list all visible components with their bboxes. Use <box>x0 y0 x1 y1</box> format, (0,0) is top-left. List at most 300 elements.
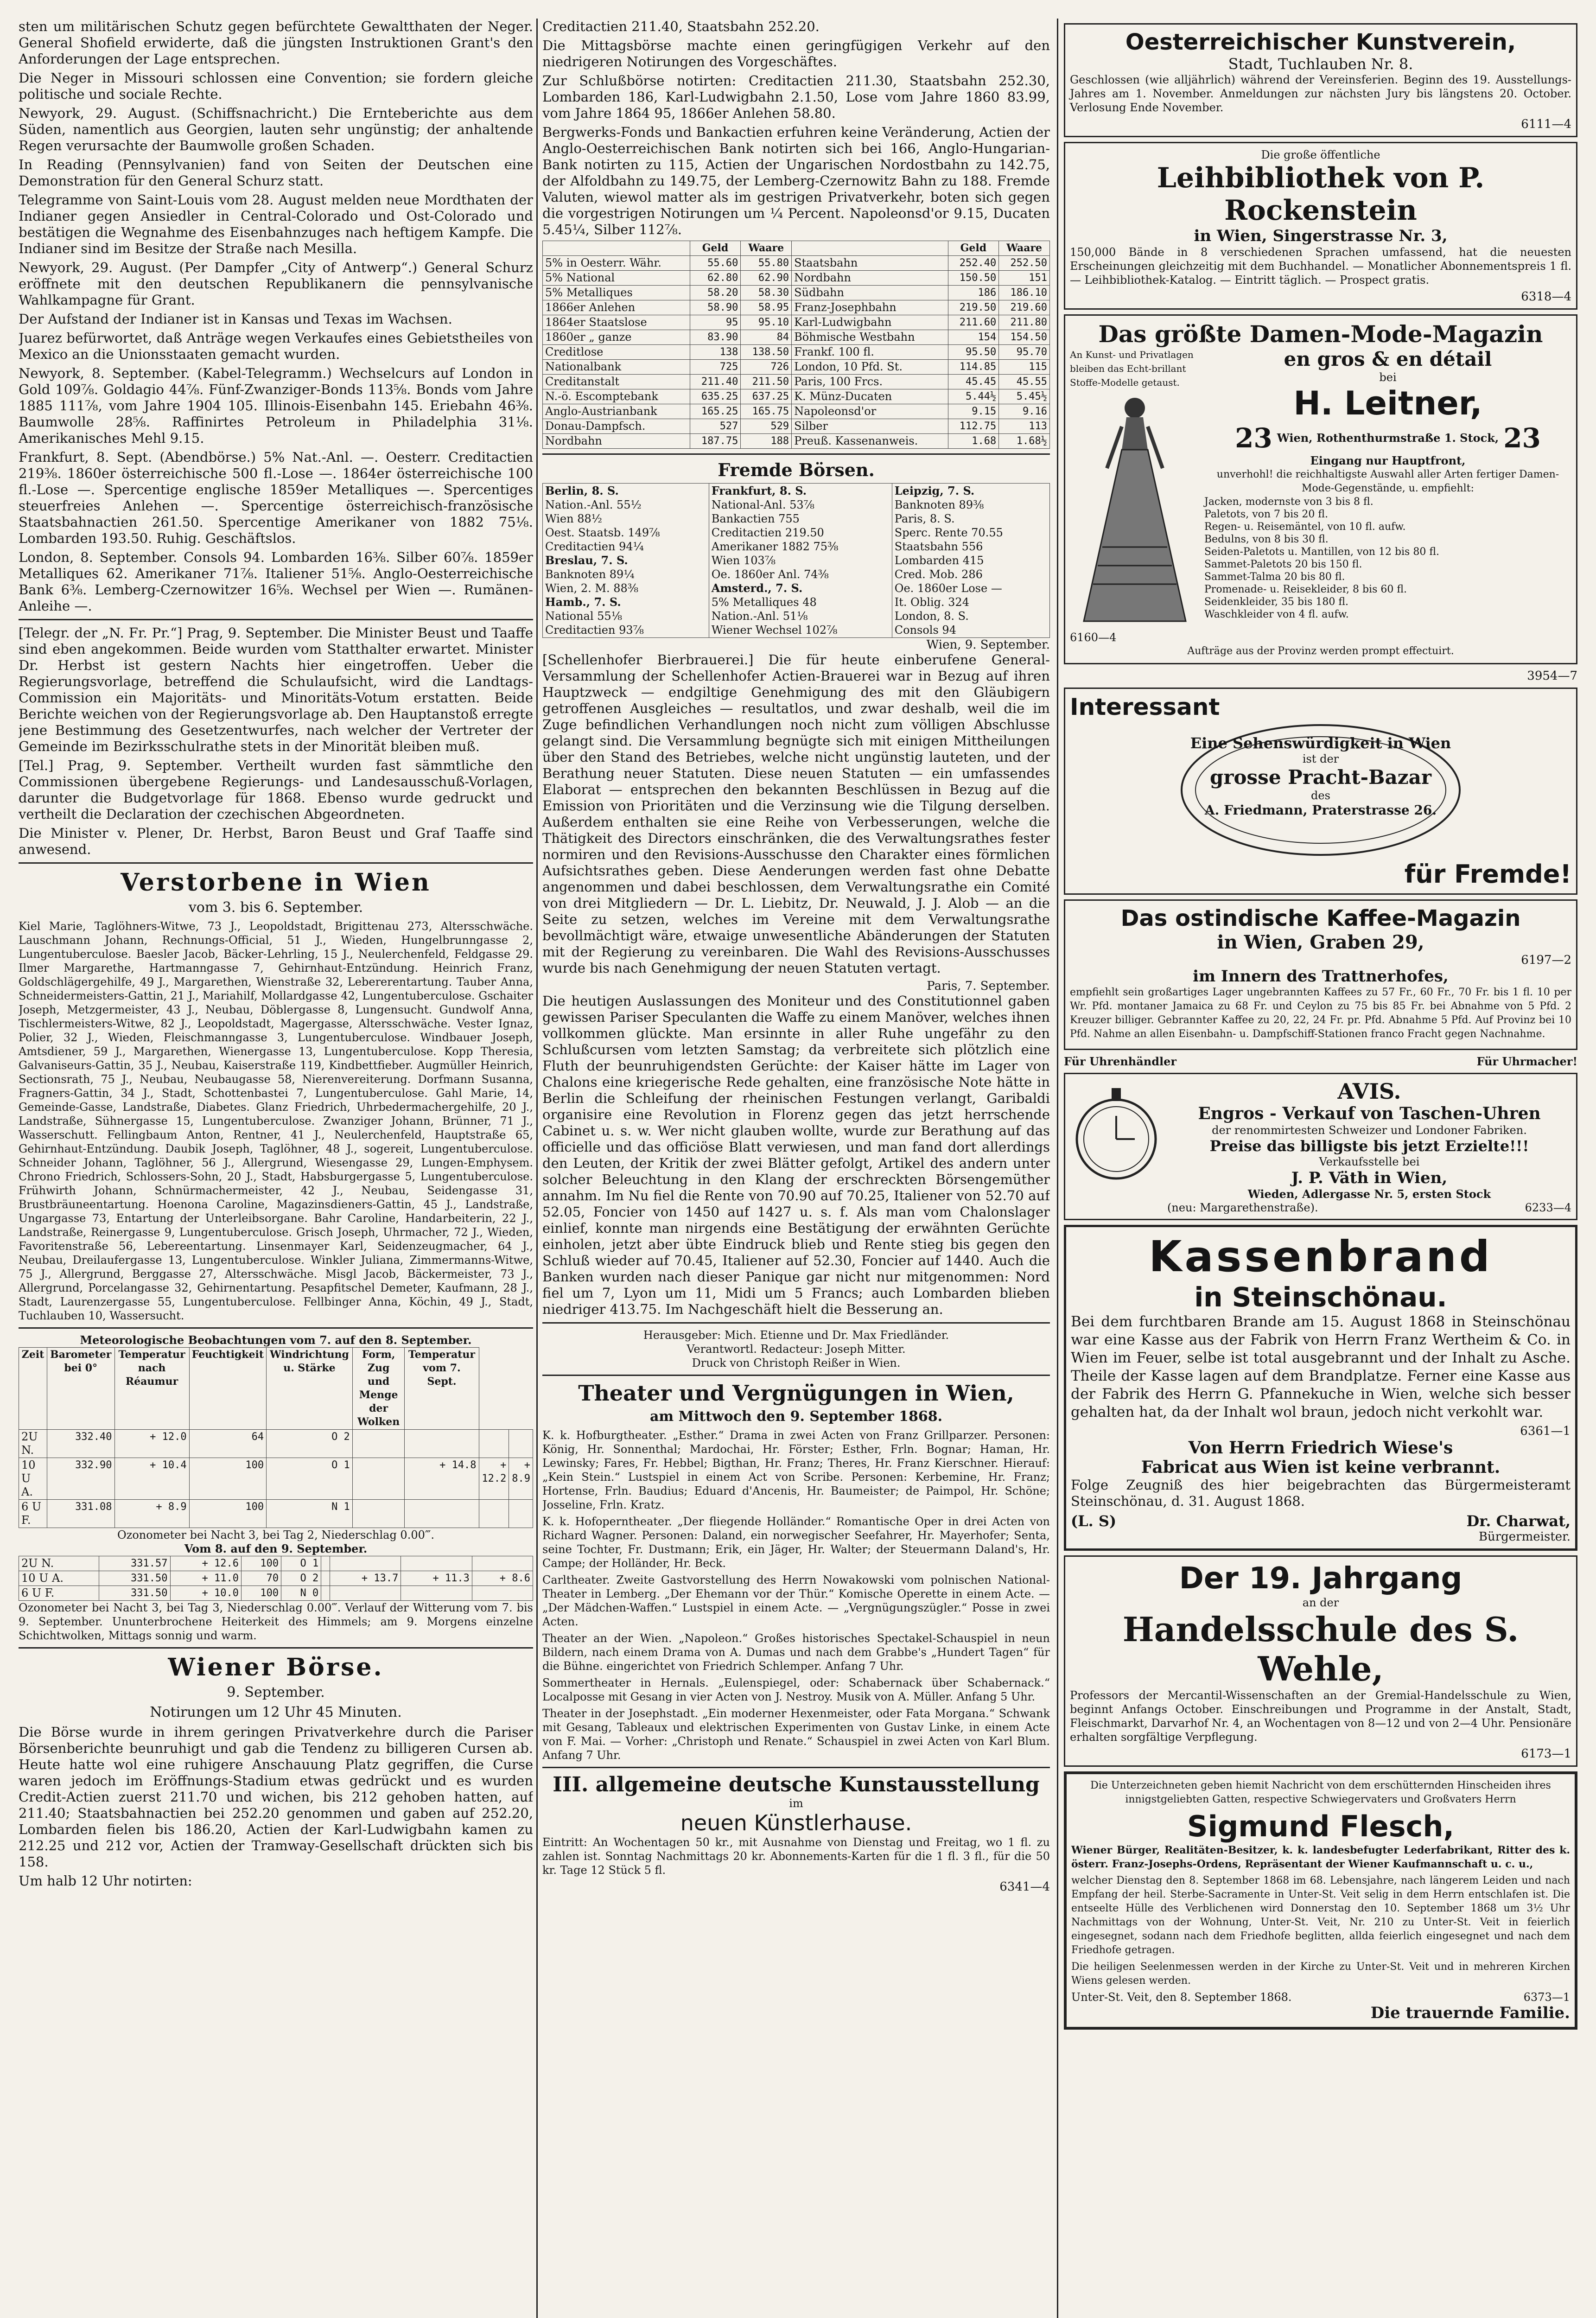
exchange-line: Wien 103⅞ <box>711 554 776 567</box>
ad-body: 150,000 Bände in 8 verschiedenen Sprachen umfassend, hat die neuesten Erscheinungen gleichzeitig mit dem Buchhandel. — Monatlicher Abonnementspreis 1 fl. — Leihbibliothek-Katalog. — Eintritt täglich. — Prospect gratis. <box>1070 246 1571 287</box>
exchange-line: Nation.-Anl. 55½ <box>545 498 642 511</box>
table-cell: O 1 <box>281 1556 321 1571</box>
table-header: Temperatur vom 7. Sept. <box>405 1348 479 1430</box>
table-row <box>19 1500 533 1528</box>
table-cell: 100 <box>189 1458 266 1500</box>
table-cell: 83.90 <box>690 330 741 345</box>
table-row <box>543 256 1050 271</box>
exchange-line: Nation.-Anl. 51⅛ <box>711 610 808 623</box>
table-header: Waare <box>741 241 792 256</box>
table-cell: 219.50 <box>948 300 999 315</box>
imprint-editor: Verantwortl. Redacteur: Joseph Mitter. <box>687 1343 906 1356</box>
exchange-line: Creditactien 93⅞ <box>545 624 644 637</box>
ad-body: Professors der Mercantil-Wissenschaften an der Gremial-Handelsschule zu Wien, beginnt Anfangs October. Einschreibungen und Programme in der Anstalt, Stadt, Fleischmarkt, Darvarhof Nr. 4, an Wochentagen von 8—12 und von 2—4 Uhr. Pensionäre erhalten sorgfältige Verpflegung. <box>1070 1689 1571 1744</box>
table-cell: 252.40 <box>948 256 999 271</box>
ad-body: Die heiligen Seelenmessen werden in der Kirche zu Unter-St. Veit und in mehreren Kirchen Wiens gelesen werden. <box>1071 1961 1570 1987</box>
table-cell: 5% National <box>543 271 690 286</box>
table-cell: Nordbahn <box>792 271 948 286</box>
ad-text: Für Uhrenhändler <box>1064 1055 1177 1068</box>
signature-title: Bürgermeister. <box>1478 1530 1571 1544</box>
exchange-line: Frankfurt, 8. S. <box>711 484 807 497</box>
article-paragraph: Frankfurt, 8. Sept. (Abendbörse.) 5% Nat.-Anl. —. Oesterr. Creditactien 219⅜. 1860er österreichische 500 fl.-Lose —. 1864er österreichische 100 fl.-Lose —. Spercentige englische 1859er Metalliques —. Spercentiges steuerfreies Anlehen —. Spercentige österreichisch-französische Staatsbahnactien 261.50. Spercentige Amerikaner von 1882 75⅛. Lombarden 193.50. Ruhig. Geschäftslos. <box>19 449 533 546</box>
ad-body: unverhohl! die reichhaltigste Auswahl aller Arten fertiger Damen-Mode-Gegenstände, u. empfiehlt: <box>1216 469 1559 494</box>
table-cell: 331.57 <box>99 1556 171 1571</box>
table-row <box>19 1571 533 1586</box>
meteo-table-1 <box>19 1347 533 1528</box>
table-cell: 211.40 <box>690 375 741 389</box>
table-cell: + 12.0 <box>114 1430 189 1458</box>
table-cell <box>352 1458 405 1500</box>
price-list-item: Sammet-Talma 20 bis 80 fl. <box>1204 571 1345 583</box>
table-cell: 100 <box>242 1556 281 1571</box>
ad-subtitle: en gros & en détail <box>1284 348 1492 370</box>
stamp-text: Eine Sehenswürdigkeit in Wien <box>1190 734 1451 752</box>
table-cell: 6 U F. <box>19 1586 99 1601</box>
table-cell: 58.90 <box>690 300 741 315</box>
article-paragraph: Newyork, 29. August. (Schiffsnachricht.) Die Ernteberichte aus dem Süden, namentlich aus Georgien, lauten sehr ungünstig; der anhaltende Regen verursachte der Baumwolle großen Schaden. <box>19 105 533 153</box>
table-cell: Donau-Dampfsch. <box>543 419 690 434</box>
ad-subtitle: Von Herrn Friedrich Wiese's <box>1188 1438 1453 1458</box>
table-cell: 10 U A. <box>19 1458 47 1500</box>
column-ads <box>1064 19 1577 2034</box>
exchange-line: Wien, 2. M. 88⅜ <box>545 582 638 595</box>
table-cell: Anglo-Austrianbank <box>543 404 690 419</box>
ad-body: Eintritt: An Wochentagen 50 kr., mit Ausnahme von Dienstag und Freitag, wo 1 fl. zu zahlen ist. Sonntag Nachmittags 20 kr. Abonnements-Karten für die 1 fl. 3 fl., für die 50 kr. Tage 12 Stück 5 fl. <box>542 1836 1050 1877</box>
ad-address: in Wien, Singerstrasse Nr. 3, <box>1194 227 1448 245</box>
section-date: 9. September. <box>227 1684 325 1700</box>
meteo-note: Ozonometer bei Nacht 3, bei Tag 2, Niederschlag 0.00‴. <box>117 1528 434 1541</box>
table-cell: 725 <box>690 360 741 375</box>
exchange-line: London, 8. S. <box>894 610 969 623</box>
ad-code: 6160—4 <box>1070 631 1117 644</box>
ad-text: (neu: Margarethenstraße). <box>1167 1201 1318 1214</box>
meteo-table-2 <box>19 1556 533 1601</box>
section-subtitle: vom 3. bis 6. September. <box>188 899 363 916</box>
table-cell: 95.70 <box>999 345 1050 360</box>
ad-code: 6233—4 <box>1525 1201 1571 1214</box>
table-cell: 165.25 <box>690 404 741 419</box>
ad-uhren <box>1064 1073 1577 1220</box>
death-notices: Kiel Marie, Taglöhners-Witwe, 73 J., Leopoldstadt, Brigittenau 273, Altersschwäche. Lauschmann Johann, Rechnungs-Official, 51 J., Wieden, Hungelbrunngasse 2, Lungentuberculose. Baesler Jacob, Bäcker-Lehrling, 15 J., Neulerchenfeld, Feldgasse 29. Ilmer Margarethe, Hartmanngasse 7, Gehirnhaut-Entzündung. Heinrich Franz, Goldschlägergehilfe, 49 J., Margarethen, Wienstraße 32, Lebererentartung. Tauber Anna, Schneidermeisters-Gattin, 21 J., Mariahilf, Mollardgasse 42, Lungentuberculose. Gschaiter Joseph, Metzgermeister, 43 J., Neubau, Döblergasse 8, Lungensucht. Gundwolf Anna, Tischlermeisters-Witwe, 82 J., Leopoldstadt, Magergasse, Altersschwäche. Vester Ignaz, Polier, 32 J., Wieden, Fleischmanngasse 3, Lungentuberculose. Windbauer Joseph, Amtsdiener, 59 J., Margarethen, Wienergasse 13, Lungentuberculose. Kopp Theresia, Galvaniseurs-Gattin, 35 J., Neubau, Kaiserstraße 119, Kindbettfieber. Augmüller Heinrich, Sectionsrath, 75 J., Neubau, Neubaugasse 58, Nierenvereiterung. Dorfmann Susanna, Fragners-Gattin, 34 J., Stadt, Schottenbastei 7, Lungentuberculose. Gahl Marie, 14, Gemeinde-Gasse, Landstraße, Diabetes. Glanz Friedrich, Uhrbedermachergehilfe, 20 J., Landstraße, Sühnergasse 15, Lungentuberculose. Zwanziger Johann, Brünner, 71 J., Wasserschutt. Fellingbaum Anton, Rentner, 41 J., Neulerchenfeld, Hauptstraße 65, Gehirnhaut-Entzündung. Daubik Joseph, Taglöhner, 48 J., sogereit, Lungentuberculose. Schneider Johann, Taglöhner, 56 J., Allergrund, Wiesengasse 29, Lungen-Emphysem. Chrono Friedrich, Schlossers-Sohn, 20 J., Stadt, Habsburgergasse 5, Lungentuberculose. Frühwirth Johann, Schnürmachermeister, 42 J., Neubau, Seidengasse 31, Brustbräuneentartung. Hoenona Caroline, Magazinsdieners-Gattin, 45 J., Landstraße, Ungargasse 73, Entartung der Unterleibsorgane. Bahr Caroline, Handarbeiterin, 22 J., Landstraße, Reinergasse 9, Lungentuberculose. Grisch Joseph, Uhrmacher, 72 J., Wieden, Favoritenstraße 56, Lebereentartung. Linsenmayer Karl, Seidenzeugmacher, 64 J., Neubau, Dreilaufergasse 13, Lungentuberculose. Winkler Juliana, Zimmermanns-Witwe, 75 J., Allergrund, Berggasse 27, Altersschwäche. Misgl Jacob, Bäckermeister, 73 J., Allergrund, Porcelangasse 32, Gehirnentartung. Pesapfitschel Demeter, Kaufmann, 28 J., Stadt, Laurenzergasse 55, Lungentuberculose. Fellbinger Anna, Köchin, 49 J., Stadt, Tuchlauben 10, Wassersucht. <box>19 920 533 1322</box>
table-cell: 100 <box>242 1586 281 1601</box>
exchange-line: Bankactien 755 <box>711 512 800 525</box>
ad-title: neuen Künstlerhause. <box>680 1810 912 1835</box>
stock-table <box>542 241 1050 449</box>
exchange-line: Breslau, 7. S. <box>545 554 628 567</box>
exchange-line: Amsterd., 7. S. <box>711 581 803 595</box>
table-cell: 150.50 <box>948 271 999 286</box>
table-row <box>543 286 1050 300</box>
exchange-line: Oe. 1860er Anl. 74⅜ <box>711 568 829 581</box>
price-list-item: Bedulns, von 8 bis 30 fl. <box>1204 534 1329 545</box>
article-paragraph: Um halb 12 Uhr notirten: <box>19 1873 192 1889</box>
theatre-listing: Theater an der Wien. „Napoleon.“ Großes historisches Spectakel-Schauspiel in neun Bildern, nach einem Drama von A. Dumas und nach dem Grabbe's „Hundert Tagen“ für die Bühne. eingerichtet von Friedrich Schlemper. Anfang 7 Uhr. <box>542 1632 1050 1673</box>
exchange-line: Oe. 1860er Lose — <box>894 582 1002 595</box>
table-row <box>19 1430 533 1458</box>
ad-damen-mode <box>1064 314 1577 664</box>
exchange-column <box>892 484 1049 638</box>
table-cell <box>352 1500 405 1528</box>
ad-title: Der 19. Jahrgang <box>1179 1561 1462 1596</box>
table-cell <box>472 1556 533 1571</box>
ad-title: Das größte Damen-Mode-Magazin <box>1098 320 1543 348</box>
table-cell: + 12.6 <box>170 1556 242 1571</box>
ad-address: im Innern des Trattnerhofes, <box>1193 967 1449 986</box>
price-list-item: Promenade- u. Reisekleider, 8 bis 60 fl. <box>1204 584 1407 595</box>
table-cell: K. Münz-Ducaten <box>792 389 948 404</box>
article-paragraph: Creditactien 211.40, Staatsbahn 252.20. <box>542 19 820 34</box>
table-cell: 187.75 <box>690 434 741 449</box>
table-cell: Franz-Josephbahn <box>792 300 948 315</box>
ad-footer: Aufträge aus der Provinz werden prompt effectuirt. <box>1187 645 1454 657</box>
exchange-line: Staatsbahn 556 <box>894 540 983 553</box>
table-header: Barometer bei 0° <box>47 1348 114 1430</box>
ad-code: 6341—4 <box>999 1880 1050 1894</box>
table-header: Form, Zug und Menge der Wolken <box>352 1348 405 1430</box>
exchange-line: National 55⅛ <box>545 610 622 623</box>
exchange-line: Wien 88½ <box>545 512 603 525</box>
table-cell: 55.60 <box>690 256 741 271</box>
ad-text: Eingang nur Hauptfront, <box>1310 454 1466 467</box>
article-paragraph: London, 8. September. Consols 94. Lombarden 16⅜. Silber 60⅞. 1859er Metalliques 62. Amerikaner 71⅞. Italiener 51⅝. Anglo-Oesterreichische Bank 6⅜. Lemberg-Czernowitzer 16⅝. Wechsel per Wien —. Rumänen-Anleihe —. <box>19 549 533 614</box>
table-cell: 2U N. <box>19 1556 99 1571</box>
table-cell: Frankf. 100 fl. <box>792 345 948 360</box>
table-cell: 58.30 <box>741 286 792 300</box>
table-cell <box>509 1430 533 1458</box>
exchange-line: Consols 94 <box>894 624 956 637</box>
table-cell: 138 <box>690 345 741 360</box>
pocket-watch-icon <box>1070 1079 1163 1185</box>
price-list-item: Paletots, von 7 bis 20 fl. <box>1204 509 1329 520</box>
meteo-note-2: Ozonometer bei Nacht 3, bei Tag 3, Niederschlag 0.00‴. Verlauf der Witterung vom 7. bis 9. September. Ununterbrochene Heiterkeit des Himmels; am 9. Morgens einzelne Schichtwolken, Mittags sonnig und warm. <box>19 1601 533 1642</box>
table-cell <box>479 1430 509 1458</box>
ad-code: 6318—4 <box>1521 290 1571 304</box>
table-cell <box>330 1556 401 1571</box>
signature: Die trauernde Familie. <box>1370 2004 1570 2022</box>
table-cell: 58.95 <box>741 300 792 315</box>
ad-body: Geschlossen (wie alljährlich) während der Vereinsferien. Beginn des 19. Ausstellungs-Jahres am 1. November. Anmeldungen zur nächsten Jury bis längstens 20. October. Verlosung Ende November. <box>1070 73 1571 114</box>
table-cell: 113 <box>999 419 1050 434</box>
table-cell: 331.50 <box>99 1571 171 1586</box>
table-cell: 2U N. <box>19 1430 47 1458</box>
article-paragraph: Juarez befürwortet, daß Anträge wegen Verkaufes eines Gebietstheiles von Mexico an die Unionsstaaten gemacht wurden. <box>19 330 533 362</box>
exchange-column <box>709 484 892 638</box>
price-list-item: Seiden-Paletots u. Mantillen, von 12 bis 80 fl. <box>1204 546 1439 558</box>
table-cell: 332.90 <box>47 1458 114 1500</box>
table-cell: 154 <box>948 330 999 345</box>
foreign-exchange-table <box>542 483 1050 638</box>
section-subtitle: am Mittwoch den 9. September 1868. <box>649 1408 943 1425</box>
exchange-line: Banknoten 89¼ <box>545 568 635 581</box>
table-cell: + 10.4 <box>114 1458 189 1500</box>
table-cell: 95.50 <box>948 345 999 360</box>
table-cell: Creditlose <box>543 345 690 360</box>
ad-body: Folge Zeugniß des hier beigebrachten das Bürgermeisteramt Steinschönau, d. 31. August 1868. <box>1071 1477 1571 1509</box>
ad-code: 6361—1 <box>1520 1424 1571 1438</box>
dress-illustration-panel <box>1070 348 1200 644</box>
table-cell <box>405 1500 479 1528</box>
table-cell: 5% Metalliques <box>543 286 690 300</box>
table-cell: 95 <box>690 315 741 330</box>
ad-title: Das ostindische Kaffee-Magazin <box>1120 905 1521 931</box>
column-rule <box>536 19 538 2318</box>
exchange-line: Paris, 8. S. <box>894 512 955 525</box>
ad-kaffee <box>1064 899 1577 1050</box>
article-paragraph: Telegramme von Saint-Louis vom 28. August melden neue Mordthaten der Indianer gegen Ansiedler in Central-Colorado und Ost-Colorado und bestätigen die Wegnahme des Eisenbahnzuges nach heftigem Kampfe. Die Indianer sind im Besitze der Straße nach Mesilla. <box>19 192 533 256</box>
price-list-item: Jacken, modernste von 3 bis 8 fl. <box>1204 496 1373 508</box>
ad-body: der renommirtesten Schweizer und Londoner Fabriken. <box>1212 1124 1527 1137</box>
table-cell: 84 <box>741 330 792 345</box>
table-cell: 331.08 <box>47 1500 114 1528</box>
exchange-line: Hamb., 7. S. <box>545 595 621 609</box>
table-header: Waare <box>999 241 1050 256</box>
table-cell: 211.60 <box>948 315 999 330</box>
ad-name: J. P. Väth in Wien, <box>1291 1169 1448 1187</box>
section-title: Fremde Börsen. <box>718 459 875 480</box>
ad-title: Interessant <box>1070 694 1220 720</box>
table-cell: + 10.0 <box>170 1586 242 1601</box>
table-cell <box>479 1500 509 1528</box>
obituary-flesch <box>1064 1771 1577 2030</box>
article-paragraph: Die Börse wurde in ihrem geringen Privatverkehre durch die Pariser Börsenberichte beunruhigt und gab die Tendenz zu billigeren Cursen ab. Heute hatte wol eine ruhigere Anschauung Platz gegriffen, die Curse waren jedoch im Eröffnungs-Stadium etwas gedrückt und es wurden Credit-Actien zuerst 211.70 und wichen, bis 212 gehoben hatten, auf 211.40; Staatsbahnactien bei 252.20 genommen und gaben auf 252.20, Lombarden fielen bis 186.20, Actien der Karl-Ludwigbahn kamen zu 212.25 und 212 vor, Actien der Tramway-Gesellschaft drückten sich bis 158. <box>19 1724 533 1870</box>
table-cell: London, 10 Pfd. St. <box>792 360 948 375</box>
ad-text: An Kunst- und Privatlagen bleiben das Echt-brillant Stoffe-Modelle getaust. <box>1070 349 1194 388</box>
table-cell: Staatsbahn <box>792 256 948 271</box>
table-cell: 1.68½ <box>999 434 1050 449</box>
article-paragraph: Der Aufstand der Indianer ist in Kansas und Texas im Wachsen. <box>19 311 452 327</box>
theatre-listing: Theater in der Josephstadt. „Ein moderner Hexenmeister, oder Fata Morgana.“ Schwank mit Gesang, Tableaux und elektrischen Experimenten von Gustav Linke, in einem Acte von F. Mai. — Vorher: „Christoph und Renate.“ Schauspiel in zwei Acten von Karl Blum. Anfang 7 Uhr. <box>542 1707 1050 1762</box>
table-cell: Paris, 100 Frcs. <box>792 375 948 389</box>
table-cell: 6 U F. <box>19 1500 47 1528</box>
ad-code: 6173—1 <box>1521 1747 1571 1761</box>
column-middle <box>542 19 1050 1894</box>
ad-text: an der <box>1302 1596 1339 1609</box>
table-header: Zeit <box>19 1348 47 1430</box>
newspaper-page <box>19 19 1577 2318</box>
ad-footer-row <box>1071 1991 1570 2004</box>
column-rule <box>1057 19 1058 2318</box>
table-row <box>543 389 1050 404</box>
table-cell: 188 <box>741 434 792 449</box>
ad-kunstverein <box>1064 23 1577 137</box>
section-title: Theater und Vergnügungen in Wien, <box>578 1381 1014 1406</box>
signature: Dr. Charwat, <box>1466 1512 1571 1530</box>
stamp-text: des <box>1311 789 1330 802</box>
theatre-listing: Carltheater. Zweite Gastvorstellung des Herrn Nowakowski vom polnischen National-Theater in Lemberg. „Der Ehemann vor der Thür.“ Komische Operette in einem Acte. — „Der Mädchen-Waffen.“ Lustspiel in einem Acte. — „Vergnügungszügler.“ Posse in zwei Acten. <box>542 1573 1050 1628</box>
table-row <box>543 330 1050 345</box>
article-paragraph: [Tel.] Prag, 9. September. Vertheilt wurden fast sämmtliche den Commissionen übergebene Regierungs- und Landesausschuß-Vorlagen, darunter die Budgetvorlage für 1868. Ebenso wurde gedruckt und vertheilt die Declaration der czechischen Abgeordneten. <box>19 758 533 822</box>
table-row <box>543 300 1050 315</box>
table-header: Temperatur nach Réaumur <box>114 1348 189 1430</box>
table-cell: N.-ö. Escomptebank <box>543 389 690 404</box>
table-row <box>543 434 1050 449</box>
ad-body: welcher Dienstag den 8. September 1868 im 68. Lebensjahre, nach längerem Leiden und nach Empfang der heil. Sterbe-Sacramente in Unter-St. Veit selig in dem Herrn entschlafen ist. Die entseelte Hülle des Verblichenen wird Donnerstag den 10. September 1868 um 3½ Uhr Nachmittags von der Wohnung, Unter-St. Veit, Nr. 210 zu Unter-St. Veit in feierlich eingesegnet, sodann nach dem Friedhofe beglitten, allda feierlich eingesegnet und nach dem Friedhofe getragen. <box>1071 1875 1570 1956</box>
article-paragraph: Die Mittagsbörse machte einen geringfügigen Verkehr auf den niedrigeren Notirungen des Vorgeschäftes. <box>542 38 1050 70</box>
ad-text: Verkaufsstelle bei <box>1319 1155 1420 1168</box>
table-cell: 62.90 <box>741 271 792 286</box>
article-paragraph: Die heutigen Auslassungen des Moniteur und des Constitutionnel gaben gewissen Pariser Speculanten die Waffe zu einem Manöver, welches ihnen vollkommen glückte. Man ersinnte in aller Ruhe ungefähr zu den Schlußcursen vom letzten Samstag; da verbreitete sich plötzlich eine Fluth der beunruhigendsten Gerüchte: der Kaiser hätte im Lager von Chalons eine kriegerische Rede gehalten, eine französische Note hätte in Berlin die Schleifung der rheinischen Festungen verlangt, Garibaldi organisire eine Revolution in Florenz gegen das jetzt herrschende Cabinet u. s. w. Wer nicht glauben wollte, wurde zur Berathung auf das officielle und das officiöse Blatt verwiesen, und man fand dort allerdings den Leuten, der Kritik der zwei Blätter gefolgt, Artikel des andern unter solcher Beleuchtung in den Klang der erschreckten Börsengemüther annahm. Im Nu fiel die Rente von 70.90 auf 70.25, Italiener von 52.70 auf 52.05, Foncier von 1450 auf 1427 u. s. f. Als man vom Chalonslager einlief, konnte man nirgends eine Bestätigung der erwähnten Gerüchte einholen, jetzt aber übte Eindruck blieb und Rente stieg bis gegen den Schluß wieder auf 70.45, Italiener auf 52.30, Foncier auf 1440. Auch die Banken wurden nach dieser Panique gar nicht nur mitgenommen: Nord fiel um 7, Lyon um 11, Midi um 5 Francs; auch Lombarden blieben niedriger 413.75. Im Nachgeschäft hielt die Besserung an. <box>542 993 1050 1317</box>
table-cell <box>401 1556 472 1571</box>
divider <box>542 1322 1050 1324</box>
table-header: Feuchtigkeit <box>189 1348 266 1430</box>
ad-leihbibliothek <box>1064 142 1577 310</box>
table-cell: + 8.6 <box>472 1571 533 1586</box>
table-cell: 10 U A. <box>19 1571 99 1586</box>
table-cell: 219.60 <box>999 300 1050 315</box>
ad-name: H. Leitner, <box>1293 384 1482 422</box>
table-cell: 62.80 <box>690 271 741 286</box>
price-list-item: Waschkleider von 4 fl. aufw. <box>1204 609 1349 620</box>
theatre-listing: Sommertheater in Hernals. „Eulenspiegel, oder: Schabernack über Schabernack.“ Localposse mit Gesang in vier Acten von J. Nestroy. Musik von A. Müller. Anfang 5 Uhr. <box>542 1676 1050 1703</box>
table-header: Windrichtung u. Stärke <box>267 1348 353 1430</box>
table-cell <box>321 1586 330 1601</box>
stamp-text: ist der <box>1302 752 1339 765</box>
table-cell: 138.50 <box>741 345 792 360</box>
ad-body: Wiener Bürger, Realitäten-Besitzer, k. k. landesbefugter Lederfabrikant, Ritter des k. österr. Franz-Josephs-Ordens, Repräsentant der Wiener Kaufmannschaft u. c. u., <box>1071 1844 1570 1870</box>
table-cell: 1.68 <box>948 434 999 449</box>
table-cell: Nordbahn <box>543 434 690 449</box>
ad-body: Bei dem furchtbaren Brande am 15. August 1868 in Steinschönau war eine Kasse aus der Fabrik von Herrn Franz Wertheim & Co. in Wien im Feuer, selbe ist total ausgebrannt und der Inhalt zu Asche. Theile der Kasse lagen auf dem Brandplatze. Ferner eine Kasse aus der Fabrik des Herrn G. Pfannekuche in Wien, welche sich besser gehalten hat, da der Inhalt wol braun, jedoch nicht verkohlt war. <box>1071 1313 1571 1420</box>
theatre-listing: K. k. Hofoperntheater. „Der fliegende Holländer.“ Romantische Oper in drei Acten von Richard Wagner. Personen: Daland, ein norwegischer Seefahrer, Hr. Mayerhofer; Senta, seine Tochter, Fr. Dustmann; Erik, ein Jäger, Hr. Walter; der Steuermann Daland's, Hr. Campe; der Holländer, Hr. Beck. <box>542 1515 1050 1570</box>
table-cell: N 1 <box>267 1500 353 1528</box>
price-list-item: Sammet-Paletots 20 bis 150 fl. <box>1204 559 1362 570</box>
ad-text: Die große öffentliche <box>1261 148 1380 161</box>
section-title: Wiener Börse. <box>168 1653 384 1681</box>
house-number: 23 <box>1235 422 1272 454</box>
exchange-line: Creditactien 94¼ <box>545 540 644 553</box>
article-paragraph: Die Neger in Missouri schlossen eine Convention; sie fordern gleiche politische und sociale Rechte. <box>19 70 533 102</box>
stamp-text: A. Friedmann, Praterstrasse 26. <box>1204 802 1437 818</box>
table-cell: Südbahn <box>792 286 948 300</box>
exchange-line: 5% Metalliques 48 <box>711 596 817 609</box>
article-paragraph: Newyork, 29. August. (Per Dampfer „City of Antwerp“.) General Schurz eröffnete mit den deutschen Republikanern die pennsylvanische Wahlkampagne für Grant. <box>19 260 533 308</box>
ad-address: Stadt, Tuchlauben Nr. 8. <box>1228 55 1413 73</box>
ad-title: Kassenbrand <box>1149 1232 1493 1281</box>
table-cell: 112.75 <box>948 419 999 434</box>
table-cell <box>321 1571 330 1586</box>
table-cell: O 1 <box>267 1458 353 1500</box>
ad-interessant <box>1064 688 1577 895</box>
article-paragraph: Die Minister v. Plener, Dr. Herbst, Baron Beust und Graf Taaffe sind anwesend. <box>19 825 533 857</box>
table-cell <box>321 1556 330 1571</box>
table-row <box>543 315 1050 330</box>
section-title: Verstorbene in Wien <box>121 868 431 897</box>
article-paragraph: sten um militärischen Schutz gegen befürchtete Gewaltthaten der Neger. General Shofield erwiderte, daß die jüngsten Instruktionen Grant's den Anforderungen der Lage entsprechen. <box>19 19 533 67</box>
table-cell: 45.55 <box>999 375 1050 389</box>
table-cell: 726 <box>741 360 792 375</box>
table-cell: Silber <box>792 419 948 434</box>
ad-footer-row <box>1167 1201 1571 1214</box>
table-cell: 211.50 <box>741 375 792 389</box>
table-cell <box>330 1586 401 1601</box>
table-cell <box>405 1430 479 1458</box>
table-row <box>543 345 1050 360</box>
table-cell: O 2 <box>267 1430 353 1458</box>
divider <box>19 862 533 864</box>
table-cell: + 11.0 <box>170 1571 242 1586</box>
table-row <box>19 1556 533 1571</box>
ad-subtitle: Engros - Verkauf von Taschen-Uhren <box>1198 1104 1541 1123</box>
house-number: 23 <box>1503 422 1541 454</box>
theatre-listing: K. k. Hofburgtheater. „Esther.“ Drama in zwei Acten von Franz Grillparzer. Personen: König, Hr. Sonnenthal; Mardochai, Hr. Förster; Esther, Frln. Bognar; Haman, Hr. Lewinsky; Fares, Fr. Hebbel; Bigthan, Hr. Franz; Theres, Hr. Franz Kierschner. Hierauf: „Kein Stein.“ Lustspiel in einem Act von Scribe. Personen: Kerbemine, Hr. Franz; Hortense, Frln. Baudius; Eduard d'Ancenis, Hr. Baumeister; de Paimpol, Hr. Schöne; Josseline, Frln. Kratz. <box>542 1429 1050 1511</box>
ad-text: Für Uhrmacher! <box>1476 1055 1577 1068</box>
ad-title: für Fremde! <box>1404 860 1571 889</box>
imprint-printer: Druck von Christoph Reißer in Wien. <box>692 1356 901 1369</box>
table-row <box>19 1586 533 1601</box>
ad-code: 6373—1 <box>1523 1991 1570 2004</box>
table-cell: 165.75 <box>741 404 792 419</box>
divider <box>19 1647 533 1649</box>
exchange-line: Banknoten 89⅜ <box>894 498 984 511</box>
section-subtitle: Notirungen um 12 Uhr 45 Minuten. <box>150 1704 402 1720</box>
article-paragraph: [Schellenhofer Bierbrauerei.] Die für heute einberufene General-Versammlung der Schellenhofer Actien-Brauerei war in Bezug auf ihren Hauptzweck — endgiltige Genehmigung des mit den Gläubigern getroffenen Ausgleiches — resultatlos, und zwar deshalb, weil die im Zuge befindlichen Verhandlungen noch nicht zum völligen Abschlusse gelangt sind. Die Versammlung begnügte sich mit einigen Mittheilungen über den Stand des Betriebes, welche nicht ungünstig lauteten, und der Berathung neuer Statuten. Diese neuen Statuten — ein umfassendes Elaborat — entsprechen den bekannten Beschlüssen in Bezug auf die Emission von Prioritäten und die Verzinsung wie die Tilgung derselben. Außerdem enthalten sie eine Reihe von Verbesserungen, welche die Thätigkeit des Directors einschränken, die des Verwaltungsrathes fester normiren und den Revisions-Ausschusse den Charakter eines förmlichen Aufsichtsrathes geben. Diese Aenderungen werden fast ohne Debatte angenommen und dabei beschlossen, dem Verwaltungsrathe ein Comité von drei Mitgliedern — Dr. L. Liebitz, Dr. Neuwald, J. J. Alob — an die Seite zu setzen, welches im Vereine mit dem Verwaltungsrathe bevollmächtigt wäre, etwaige unwesentliche Abänderungen der Statuten mit der Regierung zu vereinbaren. Die Wahl des Revisions-Ausschusses wurde bis nach Genehmigung der neuen Statuten vertagt. <box>542 652 1050 976</box>
table-row <box>543 375 1050 389</box>
table-row <box>543 419 1050 434</box>
exchange-line: Lombarden 415 <box>894 554 984 567</box>
exchange-line: Cred. Mob. 286 <box>894 568 983 581</box>
ad-handelsschule <box>1064 1555 1577 1767</box>
table-cell: 58.20 <box>690 286 741 300</box>
table-cell: O 2 <box>281 1571 321 1586</box>
exchange-line: Wiener Wechsel 102⅞ <box>711 624 838 637</box>
table-row <box>543 271 1050 286</box>
table-cell: + 12.2 <box>479 1458 509 1500</box>
table-cell: 9.16 <box>999 404 1050 419</box>
exchange-line: It. Oblig. 324 <box>894 596 969 609</box>
table-cell <box>352 1430 405 1458</box>
table-cell: N 0 <box>281 1586 321 1601</box>
table-cell: 95.10 <box>741 315 792 330</box>
table-cell: 637.25 <box>741 389 792 404</box>
table-cell: 100 <box>189 1500 266 1528</box>
divider <box>542 1767 1050 1768</box>
ad-kassenbrand <box>1064 1225 1577 1551</box>
table-cell: 115 <box>999 360 1050 375</box>
table-cell: 1864er Staatslose <box>543 315 690 330</box>
table-header: Geld <box>948 241 999 256</box>
table-cell: 211.80 <box>999 315 1050 330</box>
exchange-line: National-Anl. 53⅞ <box>711 498 814 511</box>
exchange-column <box>543 484 709 638</box>
exchange-line: Creditactien 219.50 <box>711 526 824 539</box>
exchange-line: Berlin, 8. S. <box>545 484 619 497</box>
table-cell: 635.25 <box>690 389 741 404</box>
table-cell: 331.50 <box>99 1586 171 1601</box>
article-paragraph: [Telegr. der „N. Fr. Pr.“] Prag, 9. September. Die Minister Beust und Taaffe sind eben angekommen. Beide wurden vom Statthalter erwartet. Minister Dr. Herbst ist gestern Nachts hier eingetroffen. Ueber die Regierungsvorlage, betreffend die Schulaufsicht, wird die Landtags-Commission ein Majoritäts- und Minoritäts-Votum erstatten. Beide Berichte weichen von der Regierungsvorlage ab. Den Hauptanstoß erregte jene Bestimmung des Gesetzentwurfes, nach welcher der Vertreter der Gemeinde im Bezirksschulrathe stets in der Minorität bleiben muß. <box>19 625 533 754</box>
table-row <box>543 404 1050 419</box>
ad-title: Handelsschule des S. Wehle, <box>1122 1610 1519 1688</box>
table-cell: 252.50 <box>999 256 1050 271</box>
table-cell: + 13.7 <box>330 1571 401 1586</box>
meteo-title: Meteorologische Beobachtungen vom 7. auf den 8. September. <box>80 1333 472 1347</box>
divider <box>542 453 1050 455</box>
table-cell: + 14.8 <box>405 1458 479 1500</box>
exchange-line: Leipzig, 7. S. <box>894 484 975 497</box>
table-cell: 5.44½ <box>948 389 999 404</box>
seal-text: (L. S) <box>1071 1512 1117 1530</box>
table-cell: 186.10 <box>999 286 1050 300</box>
table-cell: Böhmische Westbahn <box>792 330 948 345</box>
table-cell: Creditanstalt <box>543 375 690 389</box>
table-cell: 114.85 <box>948 360 999 375</box>
table-header <box>792 241 948 256</box>
ad-title: III. allgemeine deutsche Kunstausstellung <box>553 1773 1040 1796</box>
ad-code: 6197—2 <box>1521 953 1571 967</box>
ad-name: Sigmund Flesch, <box>1187 1809 1455 1843</box>
article-paragraph: Zur Schlußbörse notirten: Creditactien 211.30, Staatsbahn 252.30, Lombarden 186, Karl-Ludwigbahn 2.1.50, Lose vom Jahre 1860 83.99, vom Jahre 1864 95, 1866er Anlehen 58.80. <box>542 73 1050 121</box>
table-cell <box>509 1500 533 1528</box>
table-cell: 332.40 <box>47 1430 114 1458</box>
